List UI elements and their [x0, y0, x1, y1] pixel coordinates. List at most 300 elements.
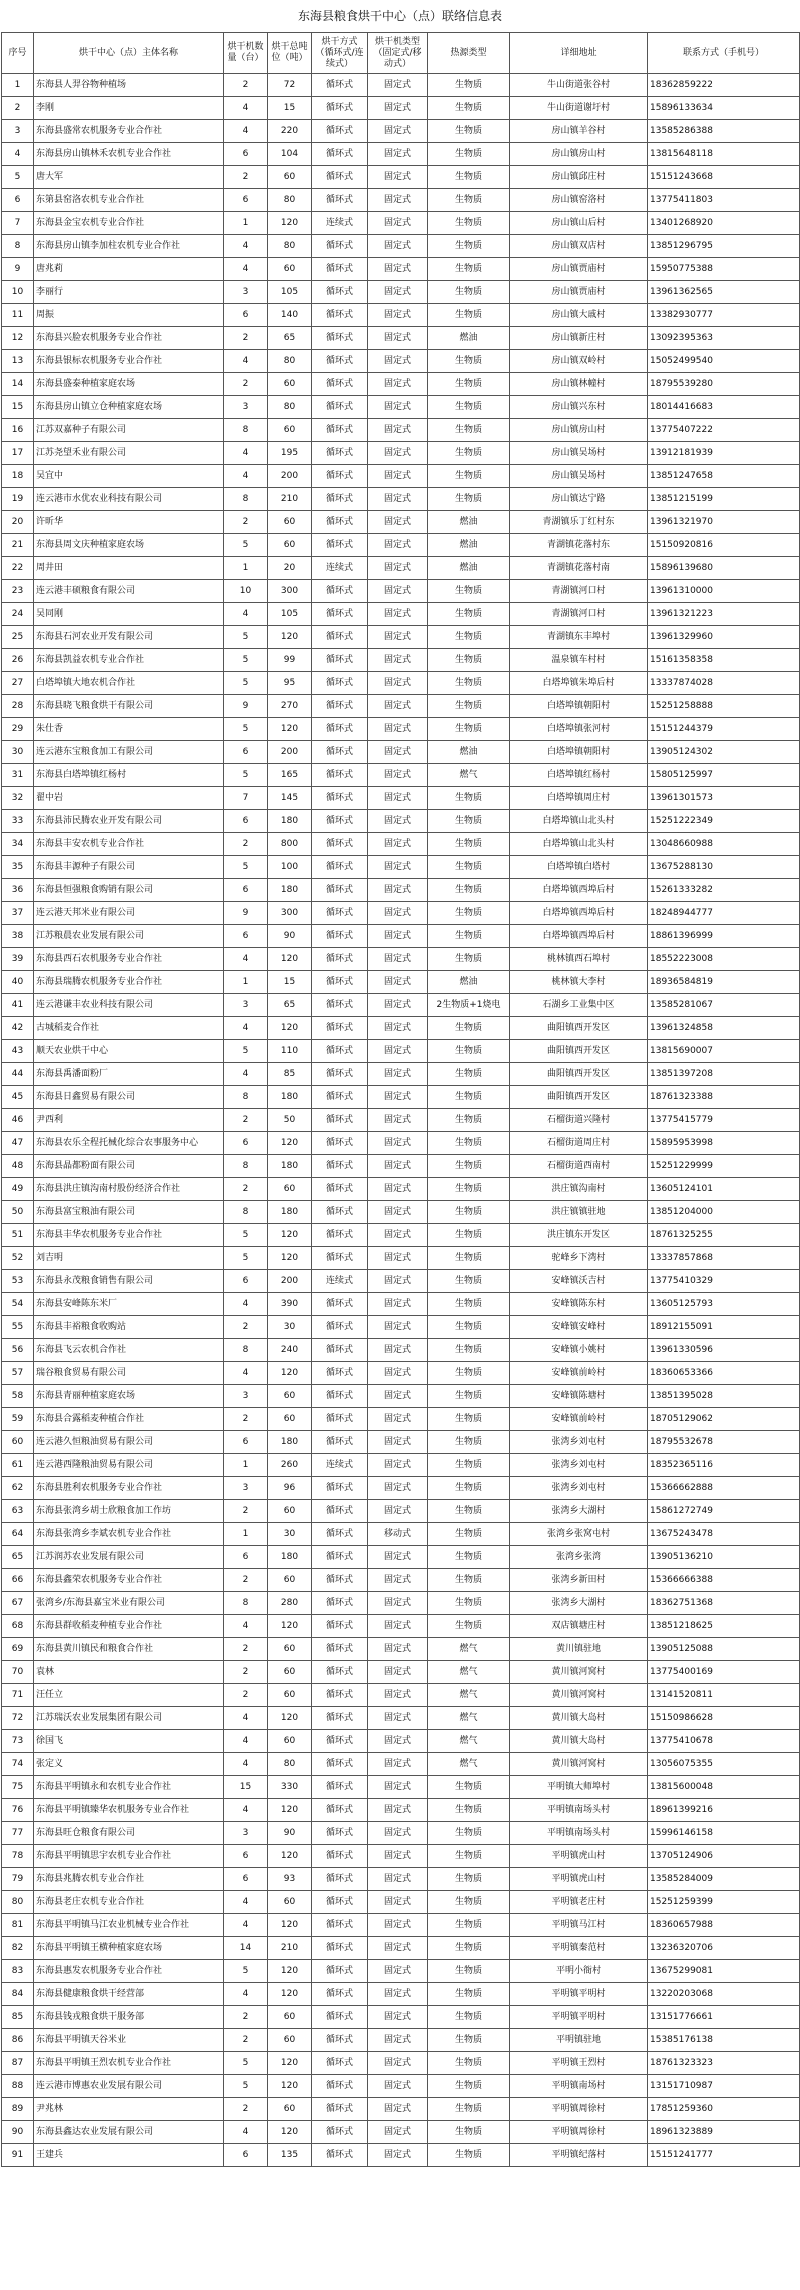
cell-address: 平明镇南场村 [510, 2075, 648, 2098]
table-row [2, 787, 800, 810]
cell-dryer-count: 5 [224, 1040, 268, 1063]
table-row [2, 1914, 800, 1937]
cell-name: 江苏瑞沃农业发展集团有限公司 [34, 1707, 224, 1730]
cell-index: 20 [2, 511, 34, 534]
cell-index: 57 [2, 1362, 34, 1385]
cell-dryer-count: 8 [224, 419, 268, 442]
cell-contact: 13961330596 [648, 1339, 800, 1362]
cell-contact: 13775407222 [648, 419, 800, 442]
cell-dry-method: 循环式 [312, 948, 368, 971]
cell-heat-source: 生物质 [428, 1845, 510, 1868]
cell-contact: 18362751368 [648, 1592, 800, 1615]
cell-name: 东海县平明镇马江农业机械专业合作社 [34, 1914, 224, 1937]
cell-address: 白塔埠镇朝阳村 [510, 695, 648, 718]
cell-heat-source: 生物质 [428, 603, 510, 626]
table-row [2, 1960, 800, 1983]
cell-dryer-type: 固定式 [368, 143, 428, 166]
cell-name: 东海县老庄农机专业合作社 [34, 1891, 224, 1914]
cell-heat-source: 燃油 [428, 511, 510, 534]
cell-heat-source: 生物质 [428, 258, 510, 281]
cell-dryer-type: 固定式 [368, 948, 428, 971]
cell-dryer-type: 固定式 [368, 1799, 428, 1822]
cell-dry-method: 循环式 [312, 2029, 368, 2052]
cell-dryer-type: 固定式 [368, 2121, 428, 2144]
cell-name: 东海县旺仓粮食有限公司 [34, 1822, 224, 1845]
cell-address: 黄川镇河窝村 [510, 1684, 648, 1707]
cell-address: 曲阳镇西开发区 [510, 1063, 648, 1086]
cell-dryer-type: 固定式 [368, 1937, 428, 1960]
cell-dry-method: 循环式 [312, 1293, 368, 1316]
cell-name: 东海县周文庆种植家庭农场 [34, 534, 224, 557]
cell-tonnage: 100 [268, 856, 312, 879]
table-row [2, 189, 800, 212]
cell-dryer-count: 1 [224, 971, 268, 994]
cell-index: 74 [2, 1753, 34, 1776]
cell-dryer-count: 5 [224, 1224, 268, 1247]
cell-heat-source: 生物质 [428, 1776, 510, 1799]
table-row [2, 350, 800, 373]
cell-address: 平明镇周徐村 [510, 2121, 648, 2144]
table-row [2, 143, 800, 166]
cell-heat-source: 燃气 [428, 1753, 510, 1776]
cell-heat-source: 燃油 [428, 557, 510, 580]
table-row [2, 1776, 800, 1799]
cell-tonnage: 20 [268, 557, 312, 580]
cell-name: 古城稻麦合作社 [34, 1017, 224, 1040]
header-tonnage: 烘干总吨位（吨） [268, 33, 312, 74]
cell-dry-method: 连续式 [312, 557, 368, 580]
cell-dryer-type: 固定式 [368, 925, 428, 948]
cell-dryer-type: 固定式 [368, 396, 428, 419]
cell-dryer-count: 4 [224, 350, 268, 373]
table-row [2, 1569, 800, 1592]
cell-index: 89 [2, 2098, 34, 2121]
cell-name: 东海县永茂粮食销售有限公司 [34, 1270, 224, 1293]
cell-tonnage: 200 [268, 465, 312, 488]
cell-contact: 13705124906 [648, 1845, 800, 1868]
cell-address: 房山镇达宁路 [510, 488, 648, 511]
cell-index: 86 [2, 2029, 34, 2052]
cell-tonnage: 80 [268, 189, 312, 212]
cell-contact: 13605125793 [648, 1293, 800, 1316]
cell-index: 67 [2, 1592, 34, 1615]
cell-index: 47 [2, 1132, 34, 1155]
cell-contact: 18362859222 [648, 74, 800, 97]
cell-index: 59 [2, 1408, 34, 1431]
cell-heat-source: 燃油 [428, 971, 510, 994]
cell-dryer-type: 固定式 [368, 580, 428, 603]
cell-tonnage: 120 [268, 2121, 312, 2144]
cell-contact: 18961323889 [648, 2121, 800, 2144]
cell-dryer-count: 4 [224, 97, 268, 120]
cell-contact: 13851204000 [648, 1201, 800, 1224]
table-row [2, 1615, 800, 1638]
cell-dry-method: 循环式 [312, 695, 368, 718]
table-row [2, 2075, 800, 2098]
table-row [2, 1868, 800, 1891]
table-row [2, 258, 800, 281]
table-row [2, 2029, 800, 2052]
cell-address: 安峰镇前岭村 [510, 1408, 648, 1431]
cell-address: 白塔埠镇白塔村 [510, 856, 648, 879]
cell-dryer-count: 4 [224, 1983, 268, 2006]
cell-index: 60 [2, 1431, 34, 1454]
cell-tonnage: 180 [268, 1431, 312, 1454]
cell-dry-method: 循环式 [312, 1730, 368, 1753]
cell-tonnage: 60 [268, 373, 312, 396]
cell-tonnage: 120 [268, 1247, 312, 1270]
cell-heat-source: 生物质 [428, 1132, 510, 1155]
cell-name: 连云港谦丰农业科技有限公司 [34, 994, 224, 1017]
cell-address: 桃林镇西石埠村 [510, 948, 648, 971]
cell-contact: 13675299081 [648, 1960, 800, 1983]
cell-heat-source: 生物质 [428, 1891, 510, 1914]
cell-name: 连云港天邦米业有限公司 [34, 902, 224, 925]
cell-index: 43 [2, 1040, 34, 1063]
table-row [2, 1408, 800, 1431]
cell-tonnage: 200 [268, 741, 312, 764]
table-row [2, 879, 800, 902]
cell-dry-method: 循环式 [312, 1339, 368, 1362]
cell-heat-source: 生物质 [428, 1868, 510, 1891]
cell-name: 东第县窑洛农机专业合作社 [34, 189, 224, 212]
cell-heat-source: 生物质 [428, 2052, 510, 2075]
cell-dry-method: 循环式 [312, 1500, 368, 1523]
cell-address: 安峰镇沃吉村 [510, 1270, 648, 1293]
cell-heat-source: 生物质 [428, 833, 510, 856]
cell-dry-method: 循环式 [312, 1408, 368, 1431]
cell-dryer-count: 5 [224, 534, 268, 557]
cell-index: 14 [2, 373, 34, 396]
cell-name: 江苏润苏农业发展有限公司 [34, 1546, 224, 1569]
cell-address: 石湖乡工业集中区 [510, 994, 648, 1017]
cell-tonnage: 300 [268, 902, 312, 925]
cell-heat-source: 生物质 [428, 488, 510, 511]
table-row [2, 1661, 800, 1684]
table-row [2, 1224, 800, 1247]
cell-dry-method: 循环式 [312, 649, 368, 672]
cell-dryer-count: 4 [224, 1017, 268, 1040]
cell-address: 青湖镇花落村东 [510, 534, 648, 557]
cell-heat-source: 燃气 [428, 1684, 510, 1707]
cell-dryer-count: 6 [224, 143, 268, 166]
cell-heat-source: 生物质 [428, 1017, 510, 1040]
table-row [2, 1339, 800, 1362]
table-row [2, 212, 800, 235]
cell-index: 71 [2, 1684, 34, 1707]
cell-tonnage: 330 [268, 1776, 312, 1799]
cell-contact: 17851259360 [648, 2098, 800, 2121]
cell-dry-method: 循环式 [312, 143, 368, 166]
cell-name: 东海县白塔埠镇红杨村 [34, 764, 224, 787]
cell-heat-source: 生物质 [428, 350, 510, 373]
cell-dryer-type: 固定式 [368, 1891, 428, 1914]
cell-dryer-count: 2 [224, 1316, 268, 1339]
cell-dryer-type: 固定式 [368, 1638, 428, 1661]
header-name: 烘干中心（点）主体名称 [34, 33, 224, 74]
cell-contact: 15996146158 [648, 1822, 800, 1845]
cell-index: 2 [2, 97, 34, 120]
cell-dryer-type: 固定式 [368, 787, 428, 810]
cell-heat-source: 生物质 [428, 1914, 510, 1937]
cell-dryer-type: 固定式 [368, 2144, 428, 2167]
cell-address: 张湾乡张窝屯村 [510, 1523, 648, 1546]
cell-heat-source: 生物质 [428, 718, 510, 741]
cell-dry-method: 循环式 [312, 1431, 368, 1454]
cell-dryer-count: 6 [224, 925, 268, 948]
cell-dryer-type: 固定式 [368, 649, 428, 672]
cell-dryer-count: 3 [224, 994, 268, 1017]
cell-dry-method: 循环式 [312, 1477, 368, 1500]
cell-name: 东海县禹潘面粉厂 [34, 1063, 224, 1086]
cell-tonnage: 15 [268, 97, 312, 120]
cell-dryer-type: 固定式 [368, 1845, 428, 1868]
table-row [2, 120, 800, 143]
cell-index: 36 [2, 879, 34, 902]
cell-index: 83 [2, 1960, 34, 1983]
cell-dry-method: 循环式 [312, 1891, 368, 1914]
cell-dry-method: 循环式 [312, 2144, 368, 2167]
cell-dryer-type: 固定式 [368, 258, 428, 281]
cell-address: 双店镇塘庄村 [510, 1615, 648, 1638]
cell-index: 69 [2, 1638, 34, 1661]
cell-dryer-count: 9 [224, 695, 268, 718]
cell-tonnage: 120 [268, 1914, 312, 1937]
cell-dryer-type: 固定式 [368, 1684, 428, 1707]
cell-address: 张湾乡刘屯村 [510, 1431, 648, 1454]
cell-address: 平明镇马江村 [510, 1914, 648, 1937]
header-dry-method: 烘干方式（循环式/连续式） [312, 33, 368, 74]
cell-dryer-type: 固定式 [368, 350, 428, 373]
cell-dryer-type: 固定式 [368, 879, 428, 902]
cell-address: 张湾乡大湖村 [510, 1592, 648, 1615]
cell-dryer-type: 固定式 [368, 1362, 428, 1385]
cell-index: 35 [2, 856, 34, 879]
cell-heat-source: 生物质 [428, 235, 510, 258]
cell-dryer-count: 4 [224, 1063, 268, 1086]
cell-contact: 13815600048 [648, 1776, 800, 1799]
cell-dryer-count: 2 [224, 2006, 268, 2029]
cell-name: 尹兆林 [34, 2098, 224, 2121]
cell-contact: 15950775388 [648, 258, 800, 281]
cell-heat-source: 生物质 [428, 649, 510, 672]
cell-contact: 18248944777 [648, 902, 800, 925]
cell-address: 平明镇驻地 [510, 2029, 648, 2052]
cell-dry-method: 循环式 [312, 1960, 368, 1983]
cell-heat-source: 生物质 [428, 1408, 510, 1431]
cell-dry-method: 循环式 [312, 1086, 368, 1109]
cell-heat-source: 生物质 [428, 465, 510, 488]
cell-contact: 18861396999 [648, 925, 800, 948]
cell-dryer-count: 5 [224, 649, 268, 672]
cell-dryer-count: 4 [224, 120, 268, 143]
cell-index: 82 [2, 1937, 34, 1960]
cell-dry-method: 循环式 [312, 1569, 368, 1592]
cell-dryer-type: 固定式 [368, 1086, 428, 1109]
cell-dryer-count: 5 [224, 1247, 268, 1270]
table-row [2, 419, 800, 442]
cell-heat-source: 生物质 [428, 419, 510, 442]
cell-heat-source: 生物质 [428, 1247, 510, 1270]
cell-dryer-type: 固定式 [368, 1753, 428, 1776]
cell-dryer-type: 固定式 [368, 1178, 428, 1201]
table-row [2, 1316, 800, 1339]
cell-index: 18 [2, 465, 34, 488]
header-dryer-type: 烘干机类型（固定式/移动式） [368, 33, 428, 74]
cell-tonnage: 65 [268, 994, 312, 1017]
cell-address: 白塔埠镇西埠后村 [510, 879, 648, 902]
cell-dryer-count: 4 [224, 1730, 268, 1753]
cell-name: 东海县房山镇李加柱农机专业合作社 [34, 235, 224, 258]
cell-heat-source: 燃油 [428, 327, 510, 350]
cell-address: 牛山街道谢圩村 [510, 97, 648, 120]
cell-address: 房山镇双店村 [510, 235, 648, 258]
cell-heat-source: 生物质 [428, 580, 510, 603]
cell-dry-method: 循环式 [312, 879, 368, 902]
cell-dryer-type: 固定式 [368, 764, 428, 787]
cell-heat-source: 生物质 [428, 948, 510, 971]
cell-dryer-type: 固定式 [368, 1707, 428, 1730]
table-row [2, 1638, 800, 1661]
cell-address: 房山镇贾庙村 [510, 281, 648, 304]
cell-dryer-count: 2 [224, 1109, 268, 1132]
table-row [2, 1178, 800, 1201]
cell-contact: 18761323388 [648, 1086, 800, 1109]
cell-dryer-count: 5 [224, 764, 268, 787]
cell-dryer-type: 固定式 [368, 1615, 428, 1638]
cell-contact: 13056075355 [648, 1753, 800, 1776]
cell-heat-source: 燃油 [428, 534, 510, 557]
cell-dry-method: 循环式 [312, 1707, 368, 1730]
cell-heat-source: 生物质 [428, 1362, 510, 1385]
cell-dryer-type: 固定式 [368, 534, 428, 557]
cell-name: 许昕华 [34, 511, 224, 534]
cell-heat-source: 生物质 [428, 2144, 510, 2167]
cell-contact: 13382930777 [648, 304, 800, 327]
table-row [2, 2098, 800, 2121]
cell-dryer-count: 4 [224, 1707, 268, 1730]
cell-dryer-count: 2 [224, 1684, 268, 1707]
cell-contact: 13401268920 [648, 212, 800, 235]
cell-dryer-count: 3 [224, 1385, 268, 1408]
cell-contact: 18761323323 [648, 2052, 800, 2075]
cell-name: 连云港丰硕粮食有限公司 [34, 580, 224, 603]
cell-heat-source: 生物质 [428, 2098, 510, 2121]
cell-index: 88 [2, 2075, 34, 2098]
cell-contact: 13961310000 [648, 580, 800, 603]
cell-contact: 15895953998 [648, 1132, 800, 1155]
table-row [2, 235, 800, 258]
cell-contact: 15251229999 [648, 1155, 800, 1178]
cell-name: 东海县青丽种植家庭农场 [34, 1385, 224, 1408]
cell-heat-source: 生物质 [428, 396, 510, 419]
cell-heat-source: 生物质 [428, 442, 510, 465]
cell-name: 东海县合露稻麦种植合作社 [34, 1408, 224, 1431]
cell-index: 26 [2, 649, 34, 672]
cell-heat-source: 生物质 [428, 1592, 510, 1615]
cell-dryer-type: 固定式 [368, 1247, 428, 1270]
cell-tonnage: 120 [268, 1983, 312, 2006]
cell-index: 65 [2, 1546, 34, 1569]
cell-address: 安峰镇安峰村 [510, 1316, 648, 1339]
cell-dryer-count: 1 [224, 1523, 268, 1546]
cell-dryer-type: 固定式 [368, 1063, 428, 1086]
table-row [2, 396, 800, 419]
cell-heat-source: 生物质 [428, 1224, 510, 1247]
cell-name: 东海县晶都粉面有限公司 [34, 1155, 224, 1178]
cell-tonnage: 180 [268, 1155, 312, 1178]
cell-dry-method: 循环式 [312, 1316, 368, 1339]
cell-address: 洪庄镇东开发区 [510, 1224, 648, 1247]
cell-contact: 13961321970 [648, 511, 800, 534]
cell-name: 白塔埠镇大地农机合作社 [34, 672, 224, 695]
cell-address: 平明镇周徐村 [510, 2098, 648, 2121]
cell-index: 12 [2, 327, 34, 350]
cell-dryer-type: 移动式 [368, 1523, 428, 1546]
cell-contact: 18360657988 [648, 1914, 800, 1937]
cell-dry-method: 循环式 [312, 97, 368, 120]
cell-heat-source: 生物质 [428, 1270, 510, 1293]
cell-dry-method: 循环式 [312, 1523, 368, 1546]
cell-dryer-count: 9 [224, 902, 268, 925]
cell-dryer-count: 4 [224, 235, 268, 258]
cell-dryer-count: 6 [224, 810, 268, 833]
cell-contact: 15251222349 [648, 810, 800, 833]
cell-tonnage: 120 [268, 718, 312, 741]
table-row [2, 649, 800, 672]
cell-dryer-count: 6 [224, 741, 268, 764]
cell-contact: 13337857868 [648, 1247, 800, 1270]
cell-heat-source: 生物质 [428, 1546, 510, 1569]
cell-name: 吴同刚 [34, 603, 224, 626]
cell-address: 房山镇大戚村 [510, 304, 648, 327]
cell-dry-method: 循环式 [312, 603, 368, 626]
table-row [2, 1454, 800, 1477]
cell-index: 78 [2, 1845, 34, 1868]
table-row [2, 511, 800, 534]
cell-dryer-count: 4 [224, 465, 268, 488]
cell-dryer-type: 固定式 [368, 1960, 428, 1983]
table-row [2, 327, 800, 350]
cell-tonnage: 30 [268, 1316, 312, 1339]
cell-dry-method: 循环式 [312, 2098, 368, 2121]
cell-tonnage: 60 [268, 1408, 312, 1431]
cell-dryer-type: 固定式 [368, 74, 428, 97]
cell-contact: 15251258888 [648, 695, 800, 718]
cell-dry-method: 循环式 [312, 1109, 368, 1132]
cell-dry-method: 循环式 [312, 672, 368, 695]
cell-name: 东海县安峰陈东米厂 [34, 1293, 224, 1316]
cell-address: 青湖镇河口村 [510, 580, 648, 603]
cell-index: 8 [2, 235, 34, 258]
cell-tonnage: 60 [268, 2029, 312, 2052]
cell-contact: 13220203068 [648, 1983, 800, 2006]
cell-address: 房山镇房山村 [510, 143, 648, 166]
cell-tonnage: 72 [268, 74, 312, 97]
table-row [2, 672, 800, 695]
cell-dryer-count: 6 [224, 879, 268, 902]
cell-tonnage: 60 [268, 258, 312, 281]
cell-dry-method: 循环式 [312, 2052, 368, 2075]
cell-dryer-type: 固定式 [368, 2029, 428, 2052]
cell-tonnage: 60 [268, 2006, 312, 2029]
table-row [2, 1477, 800, 1500]
cell-dryer-count: 6 [224, 1270, 268, 1293]
cell-index: 4 [2, 143, 34, 166]
cell-contact: 15366662888 [648, 1477, 800, 1500]
cell-name: 东海县丰华农机服务专业合作社 [34, 1224, 224, 1247]
cell-address: 平明镇虎山村 [510, 1868, 648, 1891]
